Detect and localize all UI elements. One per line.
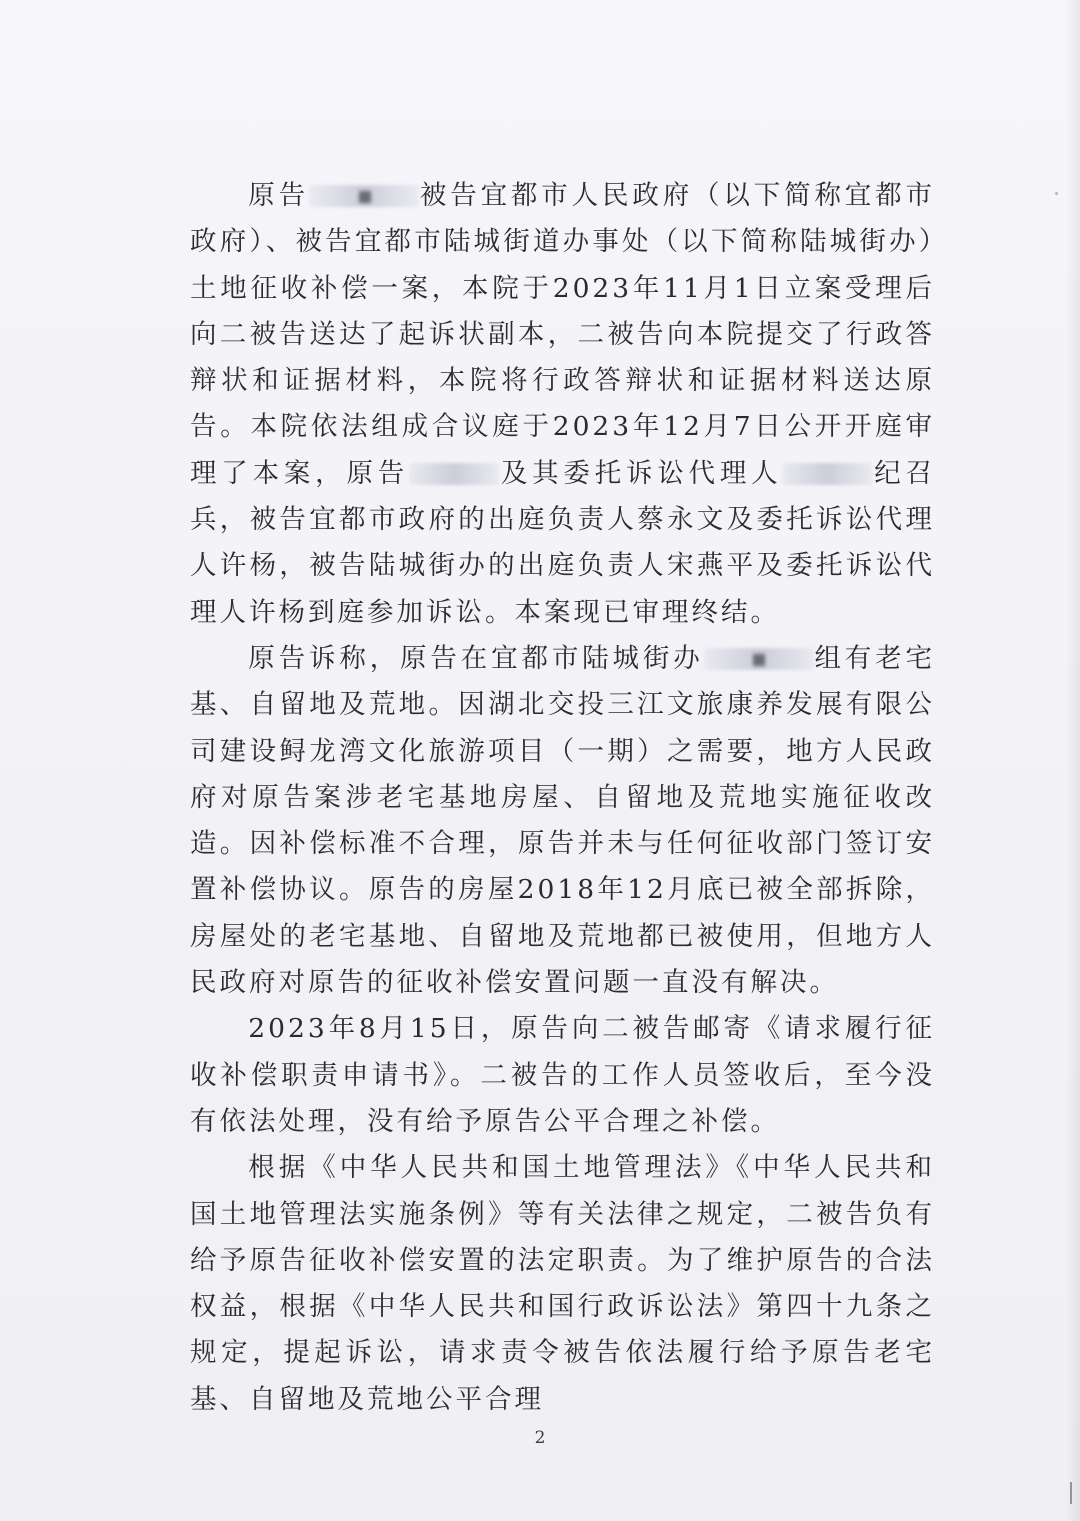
page-edge-shadow <box>1066 0 1080 1521</box>
paragraph <box>190 1145 935 1423</box>
paragraph-text: 原告诉称，原告在宜都市陆城街办 <box>248 642 704 674</box>
paragraph <box>190 173 935 636</box>
paragraph-text: 原告 <box>248 180 310 211</box>
redaction-blur <box>782 463 872 485</box>
scan-edge-mark <box>1070 1482 1072 1504</box>
document-body <box>190 173 935 1423</box>
redaction-blur <box>704 648 814 670</box>
paragraph <box>190 636 935 1006</box>
paragraph-text: 及其委托诉讼代理人 <box>499 457 783 489</box>
paragraph <box>190 1006 935 1145</box>
paragraph-text: 2023年8月15日，原告向二被告邮寄《请求履行征收补偿职责申请书》。二被告的工作人员签收后，至今没有依法处理，没有给予原告公平合理之补偿。 <box>190 1013 935 1137</box>
paragraph-text: 根据《中华人民共和国土地管理法》《中华人民共和国土地管理法实施条例》等有关法律之规定，二被告负有给予原告征收补偿安置的法定职责。为了维护原告的合法权益，根据《中华人民共和国行政诉讼法》第四十九条之规定，提起诉讼，请求责令被告依法履行给予原告老宅基、自留地及荒地公平合理 <box>190 1152 935 1415</box>
paragraph-text: 纪召兵，被告宜都市政府的出庭负责人蔡永文及委托诉讼代理人许杨，被告陆城街办的出庭负责人宋燕平及委托诉讼代理人许杨到庭参加诉讼。本案现已审理终结。 <box>190 457 936 628</box>
page-number: 2 <box>534 1428 546 1448</box>
scan-speck <box>1055 192 1058 195</box>
paragraph-text: 被告宜都市人民政府（以下简称宜都市政府）、被告宜都市陆城街道办事处（以下简称陆城街办）土地征收补偿一案，本院于2023年11月1日立案受理后向二被告送达了起诉状副本，二被告向本院提交了行政答辩状和证据材料，本院将行政答辩状和证据材料送达原告。本院依法组成合议庭于2023年12月7日公开开庭审理了本案，原告 <box>190 180 936 489</box>
paragraph-text: 组有老宅基、自留地及荒地。因湖北交投三江文旅康养发展有限公司建设鲟龙湾文化旅游项目（一期）之需要，地方人民政府对原告案涉老宅基地房屋、自留地及荒地实施征收改造。因补偿标准不合理，原告并未与任何征收部门签订安置补偿协议。原告的房屋2018年12月底已被全部拆除，房屋处的老宅基地、自留地及荒地都已被使用，但地方人民政府对原告的征收补偿安置问题一直没有解决。 <box>190 642 936 999</box>
redaction-blur <box>309 185 419 207</box>
redaction-blur <box>409 463 499 485</box>
